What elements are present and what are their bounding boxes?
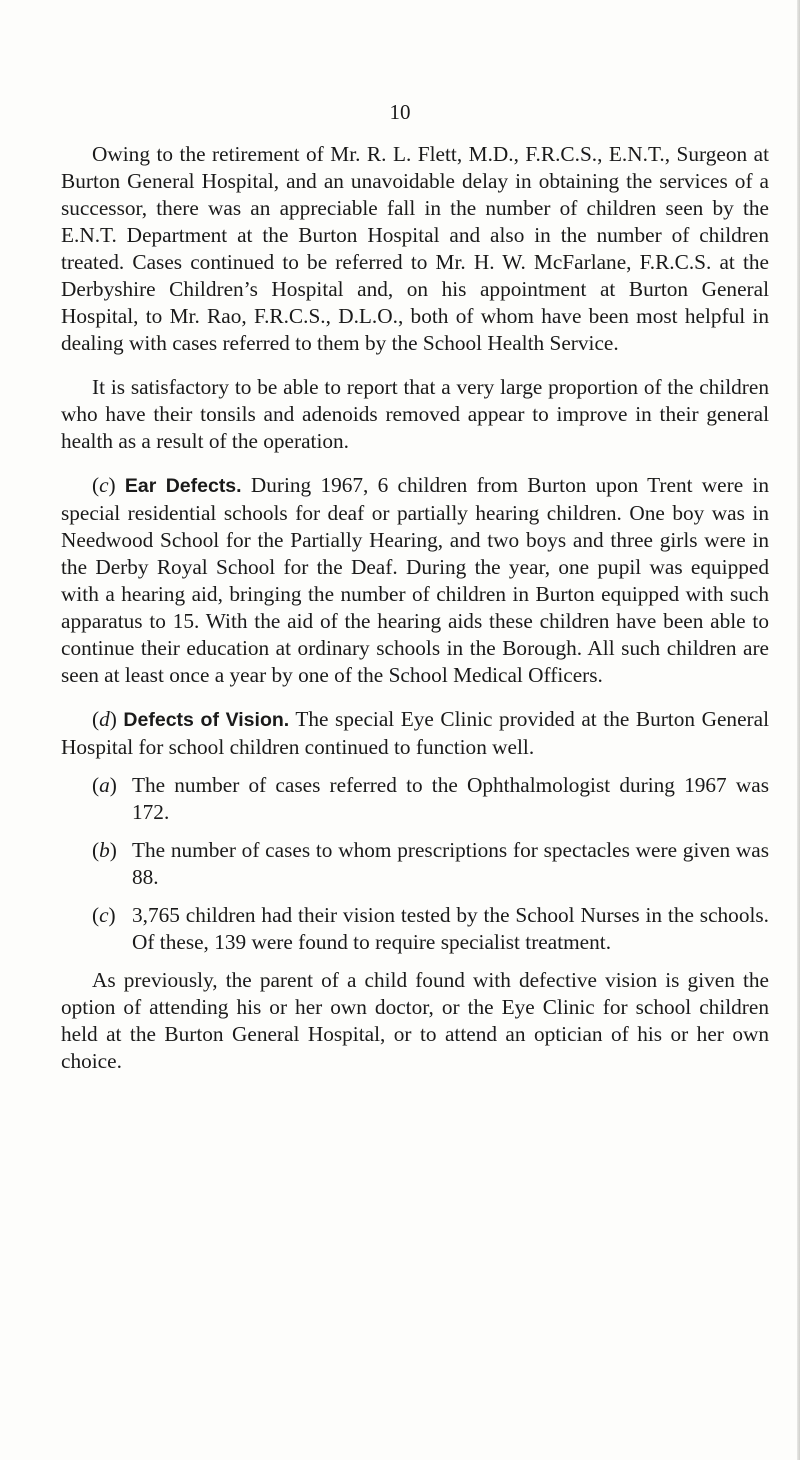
list-marker-open-paren: ( <box>92 838 100 862</box>
list-marker-letter: b <box>99 838 110 862</box>
section-text-ear-defects: During 1967, 6 children from Burton upon Trent were in special residential schools for deaf or partially hearing children. One boy was in Needwood School for the Partially Hearing, and two boys and three girls were in the Derby Royal School for the Deaf. During the year, one pupil was equipped with a hearing aid, bringing the number of children in Burton equipped with such apparatus to 15. With the aid of the hearing aids these children have been able to continue their education at ordinary schools in the Borough. All such children are seen at least once a year by one of the School Medical Officers. <box>61 473 769 687</box>
list-marker <box>92 902 128 929</box>
section-letter: d <box>99 707 110 731</box>
vision-list <box>61 772 769 956</box>
section-letter: c <box>99 473 109 497</box>
list-marker-open-paren: ( <box>92 773 100 797</box>
list-marker-close-paren: ) <box>109 773 117 797</box>
list-item <box>92 772 769 826</box>
list-item-text: The number of cases to whom prescriptions for spectacles were given was 88. <box>132 838 769 889</box>
paragraph-defective-vision-options: As previously, the parent of a child found with defective vision is given the option of attending his or her own doctor, or the Eye Clinic for school children held at the Burton General Hospital, or to attend an optician of his or her own choice. <box>61 968 769 1073</box>
section-heading-defects-of-vision: Defects of Vision. <box>123 709 290 731</box>
section-letter-open-paren: ( <box>92 707 100 731</box>
list-item <box>92 837 769 891</box>
list-marker <box>92 837 128 864</box>
section-letter-close-paren: ) <box>108 473 116 497</box>
section-letter-close-paren: ) <box>109 707 117 731</box>
list-item-text: 3,765 children had their vision tested by the School Nurses in the schools. Of these, 139 were found to require specialist treatment. <box>132 903 769 954</box>
paragraph-tonsils-adenoids: It is satisfactory to be able to report that a very large proportion of the children who have their tonsils and adenoids removed appear to improve in their general health as a result of the operation. <box>61 375 769 453</box>
list-marker-letter: a <box>99 773 110 797</box>
section-defects-of-vision <box>61 706 769 761</box>
list-item-text: The number of cases referred to the Ophthalmologist during 1967 was 172. <box>132 773 769 824</box>
list-marker-letter: c <box>99 903 109 927</box>
section-letter-open-paren: ( <box>92 473 100 497</box>
list-marker-close-paren: ) <box>109 838 117 862</box>
section-text-defects-of-vision: The special Eye Clinic provided at the Burton General Hospital for school children continued to function well. <box>61 707 769 759</box>
list-marker <box>92 772 128 799</box>
list-marker-open-paren: ( <box>92 903 100 927</box>
section-ear-defects <box>61 472 769 689</box>
section-heading-ear-defects: Ear Defects. <box>124 475 242 497</box>
paragraph-ent-department: Owing to the retirement of Mr. R. L. Flett, M.D., F.R.C.S., E.N.T., Surgeon at Burton General Hospital, and an unavoidable delay in obtaining the services of a successor, there was an appreciable fall in the number of children seen by the E.N.T. Department at the Burton Hospital and also in the number of children treated. Cases continued to be referred to Mr. H. W. McFarlane, F.R.C.S. at the Derbyshire Children’s Hospital and, on his appointment at Burton General Hospital, to Mr. Rao, F.R.C.S., D.L.O., both of whom have been most helpful in dealing with cases referred to them by the School Health Service. <box>61 142 769 355</box>
page-body <box>61 141 769 1075</box>
list-marker-close-paren: ) <box>108 903 116 927</box>
page-number: 10 <box>389 100 411 124</box>
list-item <box>92 902 769 956</box>
